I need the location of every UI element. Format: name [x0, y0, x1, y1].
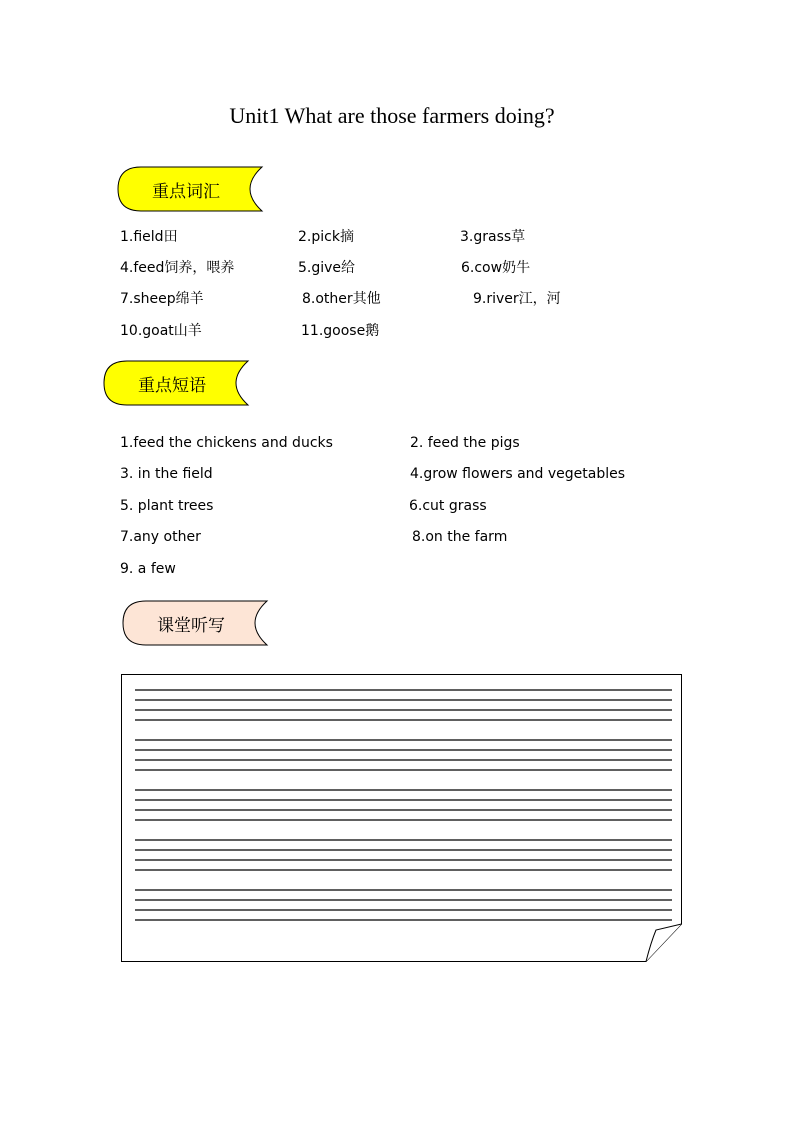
vocab-item: 6.cow奶牛: [461, 260, 531, 276]
vocab-item: 5.give给: [298, 260, 356, 276]
dictation-heading: 课堂听写: [157, 615, 225, 636]
phrase-item: 1.feed the chickens and ducks: [120, 435, 333, 451]
vocab-banner: [117, 166, 265, 212]
phrase-item: 3. in the field: [120, 466, 213, 482]
vocab-item: 10.goat山羊: [120, 323, 202, 339]
vocab-item: 4.feed饲养，喂养: [120, 260, 235, 276]
phrase-item: 9. a few: [120, 561, 176, 577]
vocab-item: 8.other其他: [302, 291, 381, 307]
phrase-item: 5. plant trees: [120, 498, 214, 514]
vocab-item: 11.goose鹅: [301, 323, 380, 339]
phrases-heading: 重点短语: [138, 375, 206, 396]
phrases-banner: [103, 360, 251, 406]
phrase-item: 6.cut grass: [409, 498, 487, 514]
phrase-item: 2. feed the pigs: [410, 435, 520, 451]
vocab-item: 1.field田: [120, 229, 178, 245]
vocab-item: 9.river江，河: [473, 291, 561, 307]
dictation-writing-area[interactable]: [121, 674, 682, 962]
vocab-heading: 重点词汇: [152, 181, 220, 202]
vocab-item: 2.pick摘: [298, 229, 354, 245]
page-title: Unit1 What are those farmers doing?: [229, 103, 555, 128]
phrase-item: 7.any other: [120, 529, 201, 545]
vocab-item: 3.grass草: [460, 229, 526, 245]
phrase-item: 8.on the farm: [412, 529, 508, 545]
phrase-item: 4.grow flowers and vegetables: [410, 466, 626, 482]
vocab-item: 7.sheep绵羊: [120, 291, 204, 307]
dictation-banner: [122, 600, 270, 646]
